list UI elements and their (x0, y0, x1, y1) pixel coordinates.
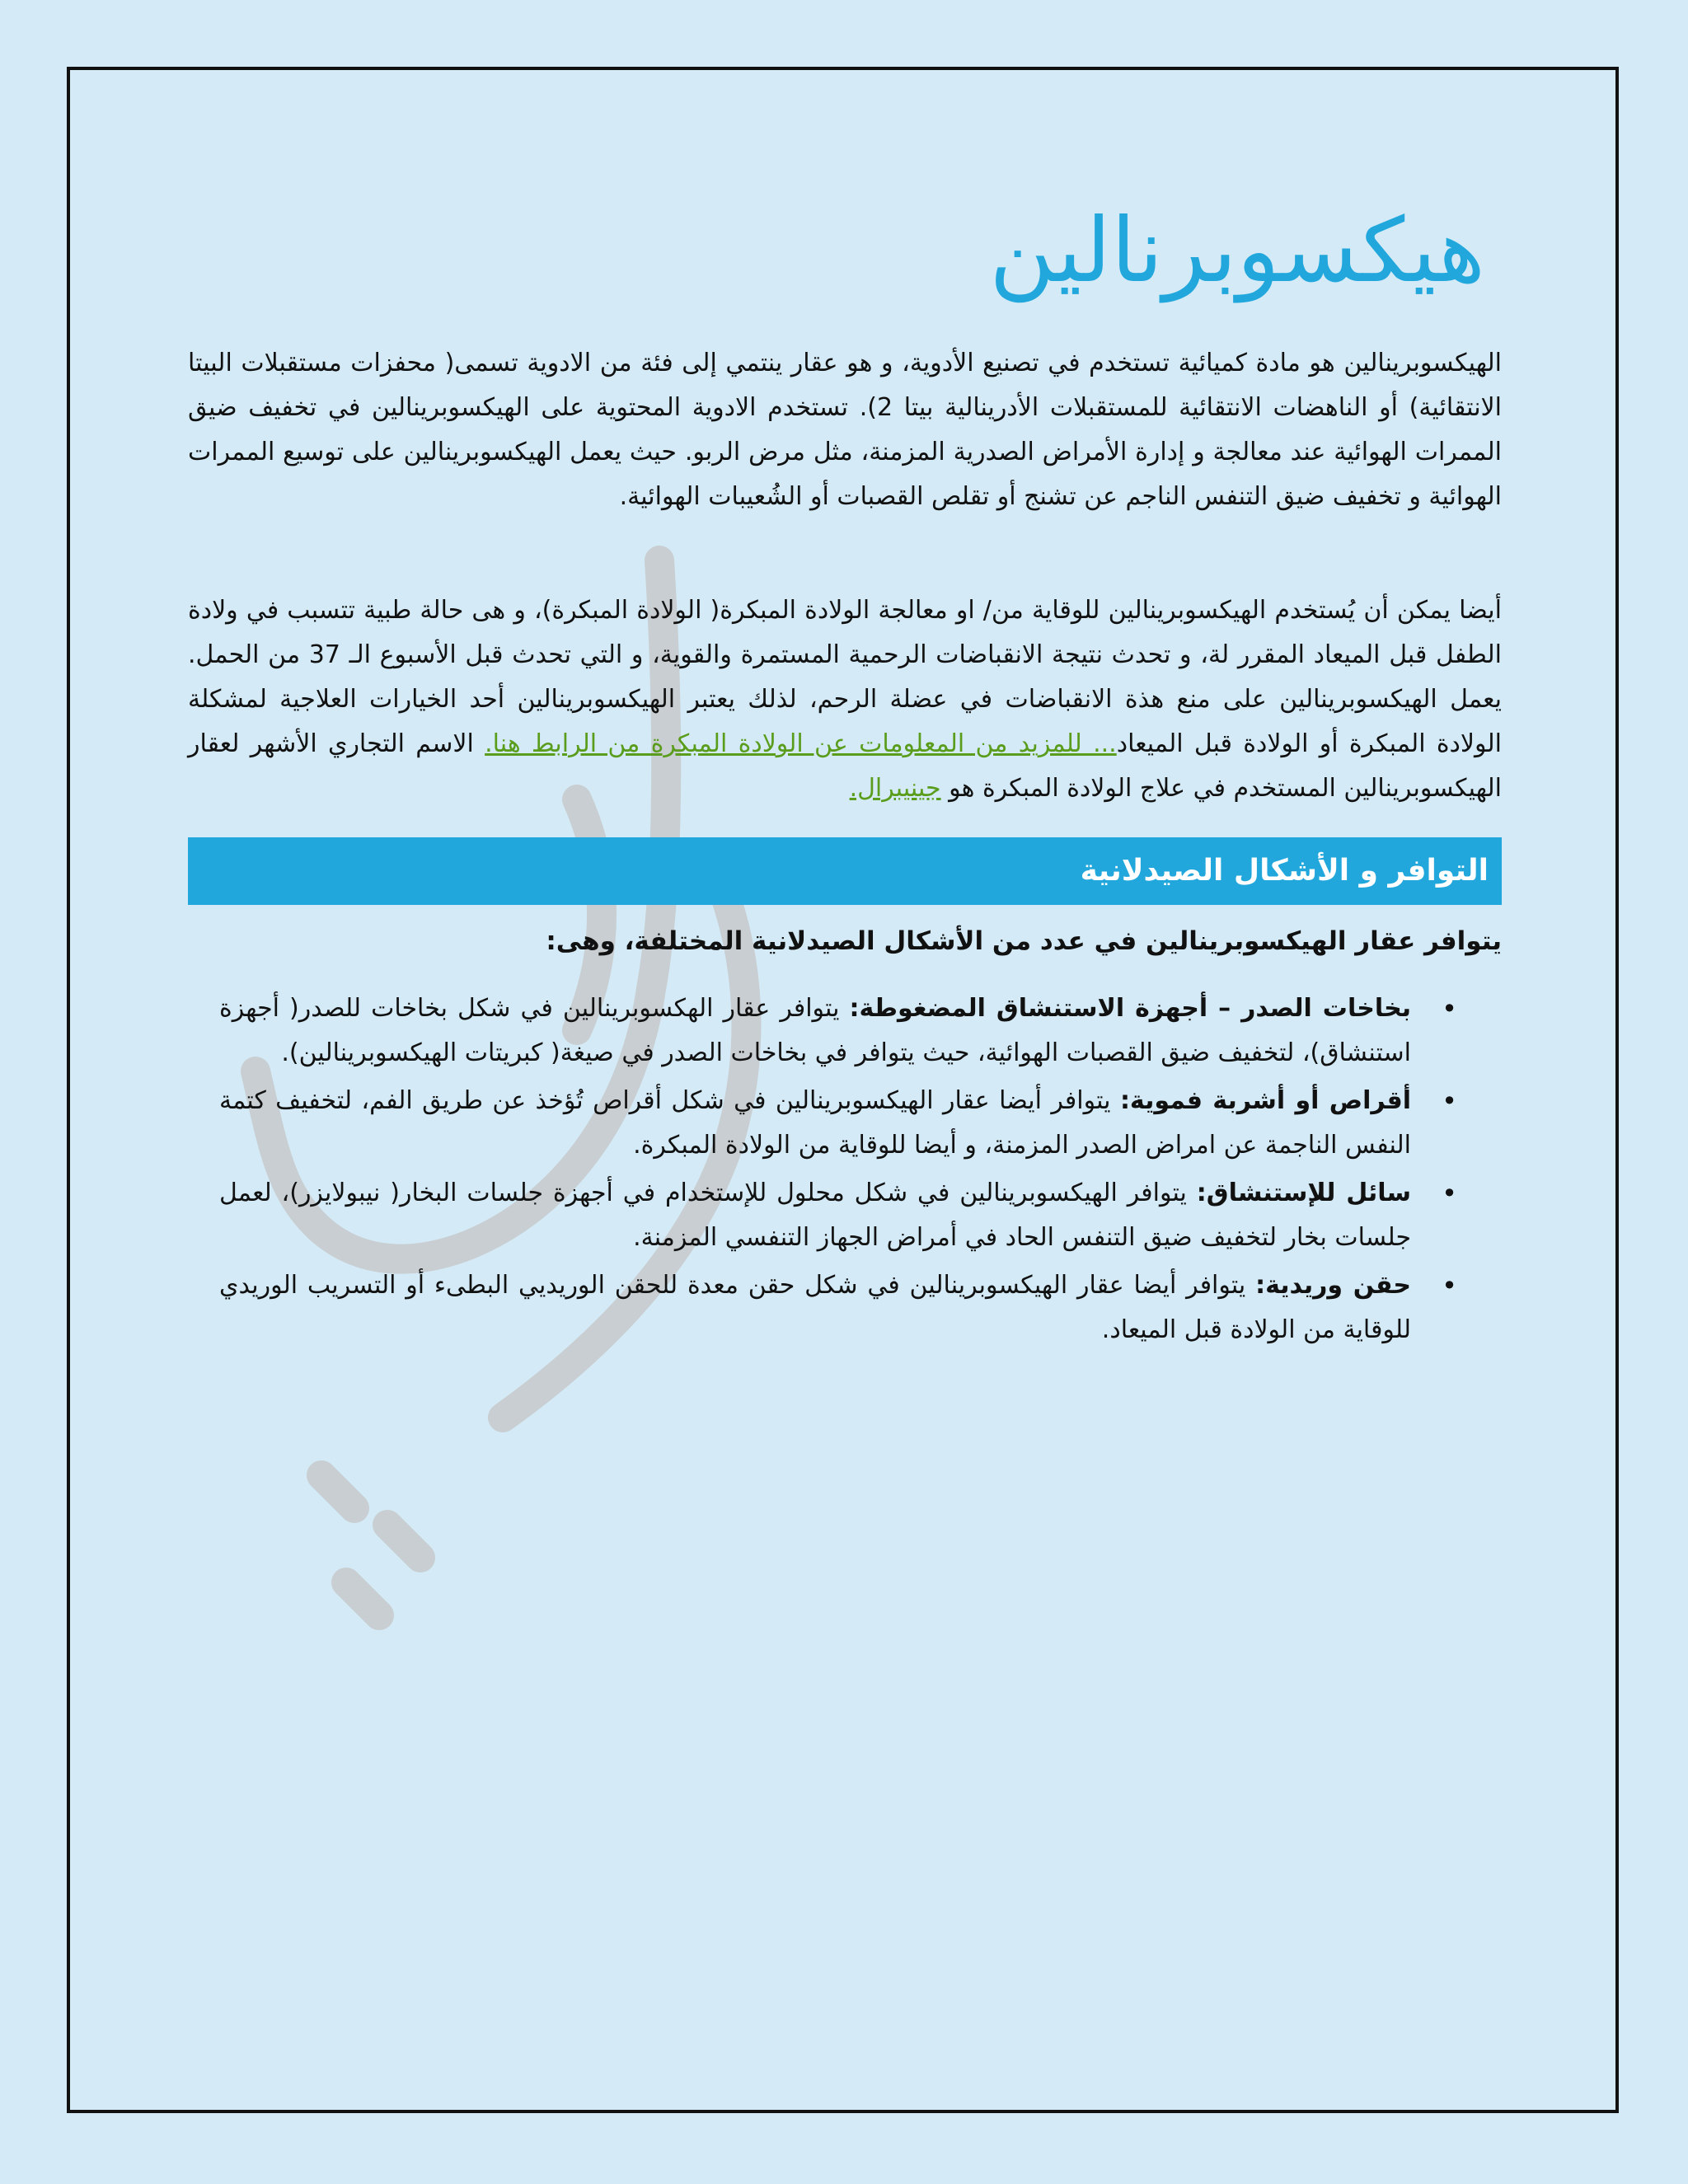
list-item-label: حقن وريدية: (1255, 1271, 1411, 1300)
bullet-icon: • (1442, 1085, 1457, 1117)
list-item-text: يتوافر عقار الهكسوبرينالين في شكل بخاخات للصدر( أجهزة استنشاق)، لتخفيف ضيق القصبات الهوائية، حيث يتوافر في بخاخات الصدر في صيغة( كبريتات الهيكسوبرينالين). (219, 994, 1411, 1067)
dosage-forms-list (188, 987, 1502, 1356)
premature-birth-link[interactable]: ... للمزيد من المعلومات عن الولادة المبكرة من الرابط هنا. (485, 729, 1117, 758)
premature-birth-paragraph (188, 588, 1502, 811)
section-intro: يتوافر عقار الهيكسوبرينالين في عدد من الأشكال الصيدلانية المختلفة، وهى: (546, 926, 1502, 956)
list-item (188, 1263, 1502, 1352)
intro-paragraph: الهيكسوبرينالين هو مادة كميائية تستخدم في تصنيع الأدوية، و هو عقار ينتمي إلى فئة من الادوية تسمى( محفزات مستقبلات البيتا الانتقائية) أو الناهضات الانتقائية للمستقبلات الأدرينالية بيتا 2). تستخدم الادوية المحتوية على الهيكسوبرينالين في تخفيف ضيق الممرات الهوائية عند معالجة و إدارة الأمراض الصدرية المزمنة، مثل مرض الربو. حيث يعمل الهيكسوبرينالين على توسيع الممرات الهوائية و تخفيف ضيق التنفس الناجم عن تشنج أو تقلص القصبات أو الشُعيبات الهوائية. (188, 349, 1502, 511)
section-heading-bar (188, 837, 1502, 905)
list-item (188, 987, 1502, 1076)
list-item-label: بخاخات الصدر – أجهزة الاستنشاق المضغوطة: (849, 994, 1411, 1023)
bullet-icon: • (1442, 1270, 1457, 1301)
list-item (188, 1171, 1502, 1260)
list-item-text: يتوافر أيضا عقار الهيكسوبرينالين في شكل حقن معدة للحقن الوريديي البطىء أو التسريب الوريدي للوقاية من الولادة قبل الميعاد. (219, 1271, 1411, 1344)
list-item (188, 1079, 1502, 1168)
page-title: هيكسوبرنالين (989, 199, 1485, 302)
list-item-text: يتوافر الهيكسوبرينالين في شكل محلول للإستخدام في أجهزة جلسات البخار( نيبولايزر)، لعمل جلسات بخار لتخفيف ضيق التنفس الحاد في أمراض الجهاز التنفسي المزمنة. (219, 1179, 1411, 1252)
brand-name-link[interactable]: جينيبرال. (849, 774, 941, 803)
bullet-icon: • (1442, 993, 1457, 1024)
list-item-text: يتوافر أيضا عقار الهيكسوبرينالين في شكل أقراص تُؤخذ عن طريق الفم، لتخفيف كتمة النفس الناجمة عن امراض الصدر المزمنة، و أيضا للوقاية من الولادة المبكرة. (219, 1086, 1411, 1160)
section-heading: التوافر و الأشكال الصيدلانية (1080, 854, 1489, 888)
paragraph-text: أيضا يمكن أن يُستخدم الهيكسوبرينالين للوقاية من/ او معالجة الولادة المبكرة( الولادة المبكرة)، و هى حالة طبية تتسبب في ولادة الطفل قبل الميعاد المقرر لة، و تحدث نتيجة الانقباضات الرحمية المستمرة والقوية، و التي تحدث قبل الأسبوع الـ 37 من الحمل. يعمل الهيكسوبرينالين على منع هذة الانقباضات في عضلة الرحم، لذلك يعتبر الهيكسوبرينالين أحد الخيارات العلاجية لمشكلة الولادة المبكرة أو الولادة قبل الميعاد (188, 596, 1502, 758)
paragraph-text-middle: الاسم التجاري الأشهر لعقار الهيكسوبرينالين المستخدم في علاج الولادة المبكرة هو (188, 729, 1502, 803)
bullet-icon: • (1442, 1178, 1457, 1209)
list-item-label: سائل للإستنشاق: (1196, 1179, 1411, 1207)
list-item-label: أقراص أو أشربة فموية: (1119, 1086, 1411, 1115)
